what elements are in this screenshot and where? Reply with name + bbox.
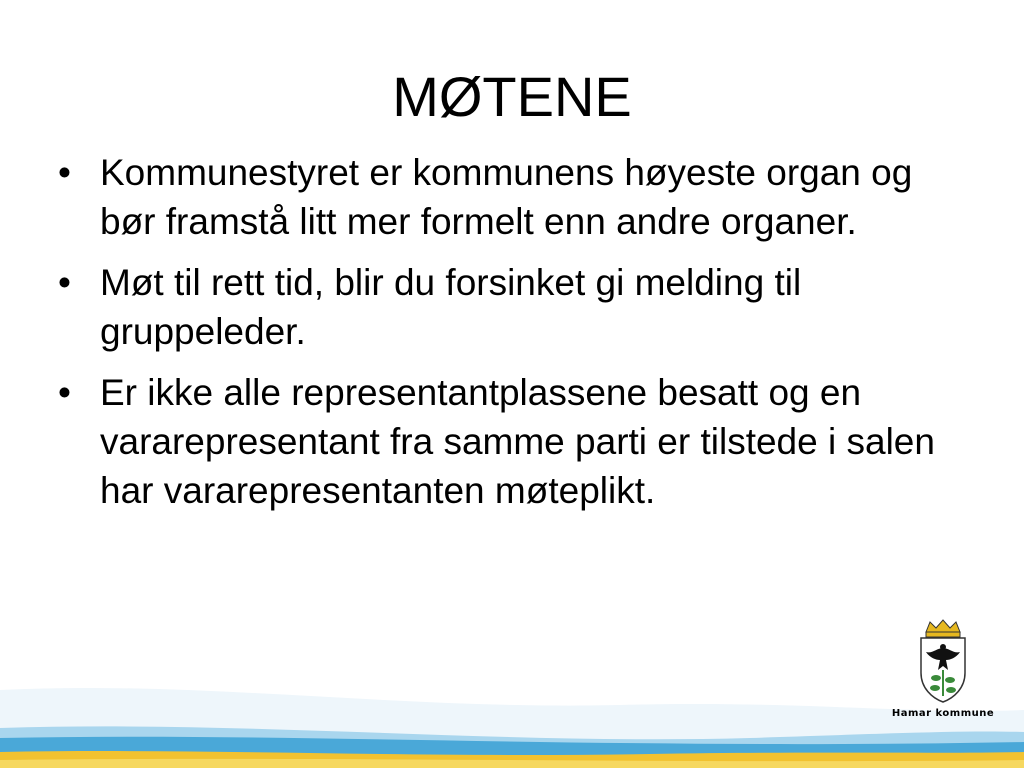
bullet-item: [58, 258, 978, 356]
slide-title: MØTENE: [392, 65, 632, 128]
bullet-item: [58, 368, 978, 515]
bullet-text: Er ikke alle representantplassene besatt og en vararepresentant fra samme parti er tilstede i salen har vararepresentanten møteplikt.: [100, 372, 935, 511]
bullet-text: Møt til rett tid, blir du forsinket gi melding til gruppeleder.: [100, 262, 802, 352]
bullet-text: Kommunestyret er kommunens høyeste organ og bør framstå litt mer formelt enn andre organer.: [100, 152, 913, 242]
bullet-marker: •: [58, 152, 71, 193]
bullet-list: [58, 148, 978, 527]
decorative-wave-background: [0, 650, 1024, 768]
bullet-marker: •: [58, 262, 71, 303]
bullet-item: [58, 148, 978, 246]
bullet-marker: •: [58, 372, 71, 413]
hamar-kommune-logo: [888, 618, 998, 724]
logo-caption: Hamar kommune: [891, 708, 995, 719]
coat-of-arms-icon: [888, 618, 998, 706]
